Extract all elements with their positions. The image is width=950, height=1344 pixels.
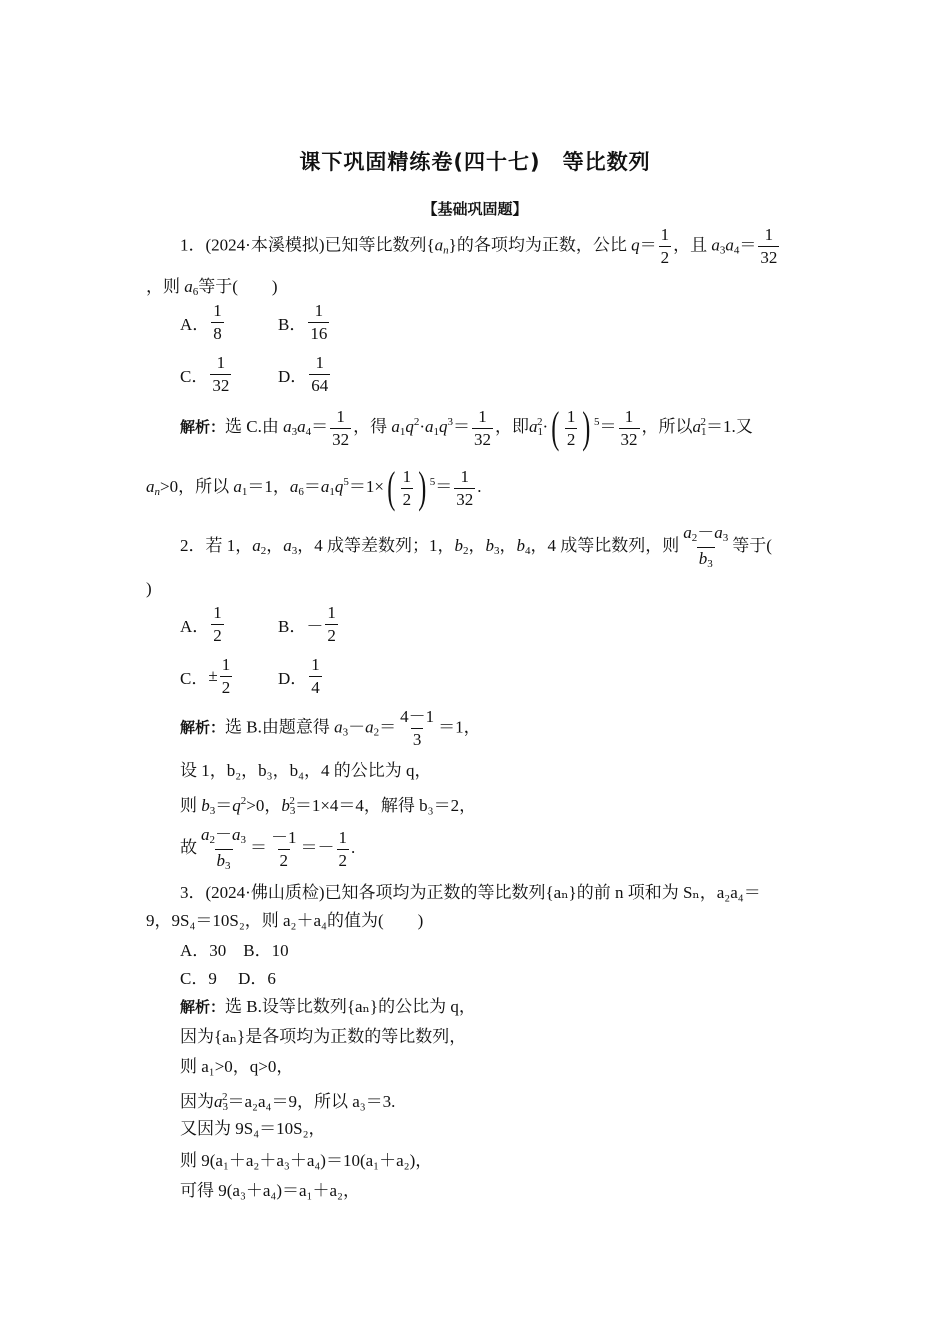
q2-solution-line1: 解析：选 B.由题意得 $a_3-a_2=$ $\frac{4-1}{3}$ ＝1， <box>180 707 481 749</box>
q2-stem-line2: ) <box>146 579 152 598</box>
q3-stem-line2: 9，9S₄＝10S₂，则 a₂＋a₄的值为( ) <box>146 911 424 930</box>
q2-option-d[interactable]: D． $\frac{1}{4}$ <box>278 655 320 697</box>
q2-solution-line4: 故 $\frac{a_2-a_3}{b_3}$ ＝ $\frac{-1}{2}$ ＝－ $\frac{1}{2}$ . <box>180 825 356 872</box>
q1-stem-line2: ，则 $a_6$等于( ) <box>146 277 278 298</box>
q2-option-a[interactable]: A． $\frac{1}{2}$ <box>180 603 222 645</box>
q2-solution-line2: 设 1，b₂，b₃，b₄，4 的公比为 q， <box>180 761 432 780</box>
q1-option-a[interactable]: A． $\frac{1}{8}$ <box>180 301 222 343</box>
q3-solution-line7: 可得 9(a₃＋a₄)＝a₁＋a₂， <box>180 1181 360 1200</box>
q2-target-fraction: $\frac{a_2-a_3}{b_3}$ <box>683 523 729 570</box>
q3-options-cd[interactable]: C．9 D．6 <box>180 969 276 988</box>
q3-options-ab[interactable]: A．30 B．10 <box>180 941 289 960</box>
q3-solution-line6: 则 9(a₁＋a₂＋a₃＋a₄)＝10(a₁＋a₂)， <box>180 1151 433 1170</box>
q1-option-b[interactable]: B． $\frac{1}{16}$ <box>278 301 328 343</box>
q2-option-b[interactable]: B．－ $\frac{1}{2}$ <box>278 603 336 645</box>
q3-solution-line5: 又因为 9S₄＝10S₂， <box>180 1119 326 1138</box>
q3-stem-line1: 3．(2024·佛山质检)已知各项均为正数的等比数列{aₙ}的前 n 项和为 Sₙ，a₂a₄＝ <box>180 883 761 902</box>
q1-option-d[interactable]: D． $\frac{1}{64}$ <box>278 353 329 395</box>
q1-solution-line2: $a_n>0$，所以 $a_1=1$，$a_6=a_1q^5=1\times$( $\frac{1}{2}$ ) $^5$＝ $\frac{1}{32}$ . <box>146 463 482 512</box>
q3-solution-line1: 解析：选 B.设等比数列{aₙ}的公比为 q， <box>180 997 476 1016</box>
q1-ratio-fraction: $\frac{1}{2}$ <box>660 225 670 267</box>
q2-stem-line1: 2．若 1，$a_2$，$a_3$，4 成等差数列；1，$b_2$，$b_3$，$b_4$，4 成等比数列，则 $\frac{a_2-a_3}{b_3}$ 等于( <box>180 523 772 570</box>
q3-solution-line3: 则 a₁>0，q>0， <box>180 1057 294 1076</box>
q2-option-c[interactable]: C．± $\frac{1}{2}$ <box>180 655 231 697</box>
q1-solution-line1: 解析：选 C.由 $a_3a_4=$ $\frac{1}{32}$ ，得 $a_1q^2\cdot a_1q^3=$ $\frac{1}{32}$ ，即$a_1^2\cdot$( $\frac{1}{2}$ ) $^5$＝ $\frac{1}{32}$ ，所以$a_1^2=1$.又 <box>180 403 753 452</box>
q2-solution-line3: 则 $b_3=q^2>0$，$b_3^2=1\times 4=4$，解得 b₃＝2， <box>180 795 477 817</box>
q1-product-fraction: $\frac{1}{32}$ <box>760 225 778 267</box>
q3-solution-line2: 因为{aₙ}是各项均为正数的等比数列， <box>180 1027 467 1046</box>
q1-stem-line1: 1．(2024·本溪模拟)已知等比数列$\{a_n\}$的各项均为正数，公比 q＝ $\frac{1}{2}$ ，且 $a_3a_4=$ $\frac{1}{32}$ <box>180 225 778 267</box>
q3-solution-line4: 因为$a_3^2=a_2a_4=9$，所以 a₃＝3. <box>180 1091 396 1113</box>
section-heading: 【基础巩固题】 <box>422 200 528 218</box>
q1-option-c[interactable]: C． $\frac{1}{32}$ <box>180 353 230 395</box>
page-title: 课下巩固精练卷(四十七) 等比数列 <box>299 150 651 174</box>
